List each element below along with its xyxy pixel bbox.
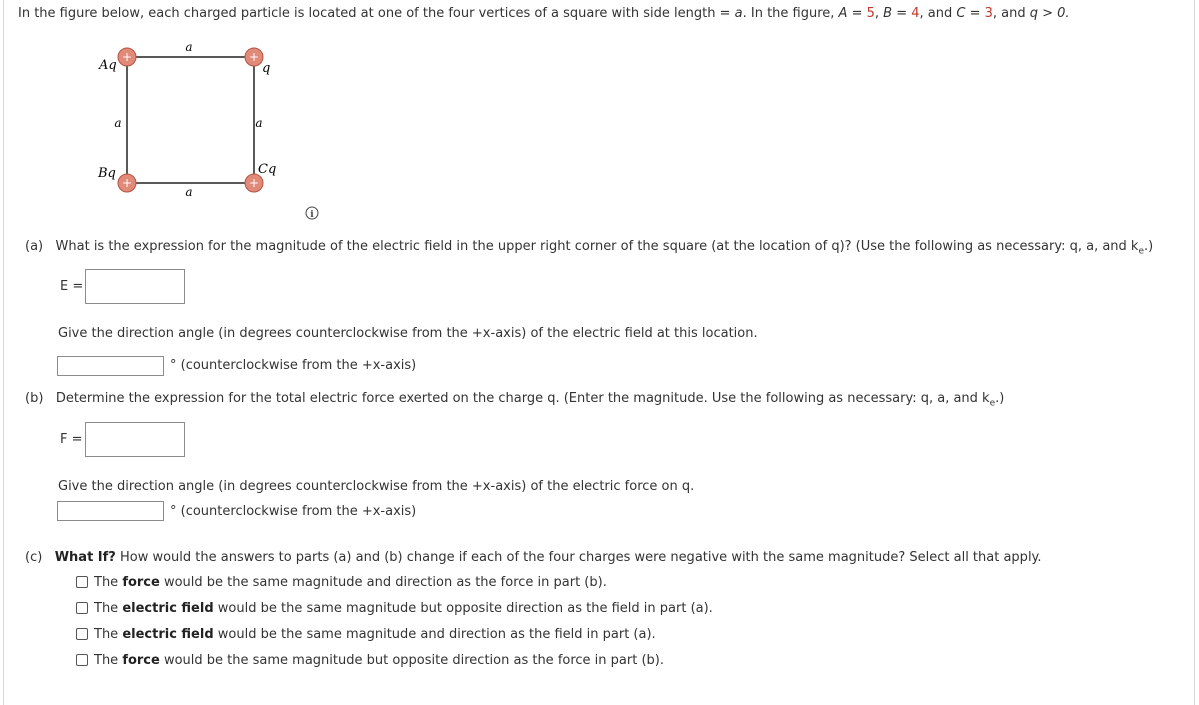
option-3-post: would be the same magnitude and direction as the field in part (a). bbox=[213, 627, 656, 642]
intro-part3: , and bbox=[992, 6, 1030, 21]
intro-part2: . In the figure, bbox=[742, 6, 839, 21]
charge-top-right bbox=[245, 48, 263, 66]
part-a-question bbox=[25, 239, 1153, 257]
side-label-top: a bbox=[185, 40, 193, 54]
value-b: 4 bbox=[911, 6, 920, 21]
side-label-right: a bbox=[255, 116, 263, 130]
option-1-text bbox=[94, 575, 607, 590]
side-label-left: a bbox=[114, 116, 122, 130]
part-b-question-end: .) bbox=[995, 391, 1005, 406]
plus-sign-icon: + bbox=[121, 50, 133, 64]
charge-label-q: q bbox=[262, 61, 271, 76]
what-if-label: What If? bbox=[54, 550, 116, 565]
part-b-question bbox=[25, 391, 1004, 409]
force-angle-unit: ° (counterclockwise from the +x-axis) bbox=[170, 504, 417, 519]
option-1-bold: force bbox=[122, 575, 160, 590]
option-1-post: would be the same magnitude and direction as the force in part (b). bbox=[159, 575, 607, 590]
option-4-pre: The bbox=[94, 653, 123, 668]
option-2-post: would be the same magnitude but opposite direction as the field in part (a). bbox=[213, 601, 713, 616]
option-2-checkbox[interactable] bbox=[76, 602, 88, 614]
part-a-question-text: What is the expression for the magnitude of the electric field in the upper right corner of the square (at the location of q)? (Use the following as necessary: q, a, and k bbox=[55, 239, 1139, 254]
option-3-bold: electric field bbox=[122, 627, 214, 642]
intro-var-a: a bbox=[734, 6, 743, 21]
option-2-text bbox=[94, 601, 713, 616]
value-c: 3 bbox=[984, 6, 993, 21]
intro-b-label: B = bbox=[883, 6, 912, 21]
charge-label-cq: Cq bbox=[258, 162, 277, 177]
force-input[interactable] bbox=[85, 422, 185, 457]
option-4-text bbox=[94, 653, 664, 668]
intro-text: In the figure below, each charged particle is located at one of the four vertices of a square with side length = a. In the figure, A = 5, B = 4, and C = 3, and q > 0. bbox=[18, 6, 1070, 21]
plus-sign-icon: + bbox=[121, 176, 133, 190]
e-angle-input[interactable] bbox=[57, 356, 164, 376]
part-b-label: (b) bbox=[25, 391, 44, 406]
info-icon[interactable] bbox=[305, 206, 319, 220]
part-c-question bbox=[25, 550, 1042, 565]
option-3-pre: The bbox=[94, 627, 123, 642]
part-a-question-end: .) bbox=[1144, 239, 1154, 254]
charge-label-aq: Aq bbox=[99, 58, 117, 73]
option-4-checkbox[interactable] bbox=[76, 654, 88, 666]
square-outline bbox=[127, 57, 254, 183]
force-angle-input[interactable] bbox=[57, 501, 164, 521]
intro-part1: In the figure below, each charged particle is located at one of the four vertices of a square with side length = bbox=[18, 6, 735, 21]
part-c-label: (c) bbox=[25, 550, 43, 565]
charge-square-figure bbox=[90, 36, 300, 201]
option-2-bold: electric field bbox=[122, 601, 214, 616]
plus-sign-icon: + bbox=[248, 50, 260, 64]
charge-top-left bbox=[118, 48, 136, 66]
intro-c-label: C = bbox=[956, 6, 985, 21]
charge-label-bq: Bq bbox=[98, 166, 116, 181]
charge-bottom-left bbox=[118, 174, 136, 192]
part-b-question-text: Determine the expression for the total electric force exerted on the charge q. (Enter the magnitude. Use the following as necessary: q, a, and k bbox=[55, 391, 990, 406]
force-label: F = bbox=[60, 432, 83, 447]
option-3-checkbox[interactable] bbox=[76, 628, 88, 640]
charge-bottom-right bbox=[245, 174, 263, 192]
info-glyph: i bbox=[310, 210, 314, 220]
part-a-label: (a) bbox=[25, 239, 44, 254]
part-b-direction-text: Give the direction angle (in degrees counterclockwise from the +x-axis) of the electric force on q. bbox=[58, 479, 695, 494]
plus-sign-icon: + bbox=[248, 176, 260, 190]
part-b-subscript: e bbox=[989, 398, 996, 409]
option-1-pre: The bbox=[94, 575, 123, 590]
option-3-text bbox=[94, 627, 656, 642]
part-a-subscript: e bbox=[1138, 246, 1144, 257]
part-c-question-text: How would the answers to parts (a) and (b) change if each of the four charges were negative with the same magnitude? Select all that apply. bbox=[115, 550, 1042, 565]
intro-a-label: A = bbox=[838, 6, 867, 21]
option-4-bold: force bbox=[122, 653, 160, 668]
option-2-pre: The bbox=[94, 601, 123, 616]
option-4-post: would be the same magnitude but opposite direction as the force in part (b). bbox=[159, 653, 664, 668]
value-a: 5 bbox=[866, 6, 875, 21]
e-angle-unit: ° (counterclockwise from the +x-axis) bbox=[170, 358, 417, 373]
part-a-direction-text: Give the direction angle (in degrees counterclockwise from the +x-axis) of the electric field at this location. bbox=[58, 326, 758, 341]
e-field-input[interactable] bbox=[85, 269, 185, 304]
e-field-label: E = bbox=[60, 279, 84, 294]
intro-q-condition: q > 0. bbox=[1029, 6, 1070, 21]
option-1-checkbox[interactable] bbox=[76, 576, 88, 588]
side-label-bottom: a bbox=[185, 185, 193, 199]
